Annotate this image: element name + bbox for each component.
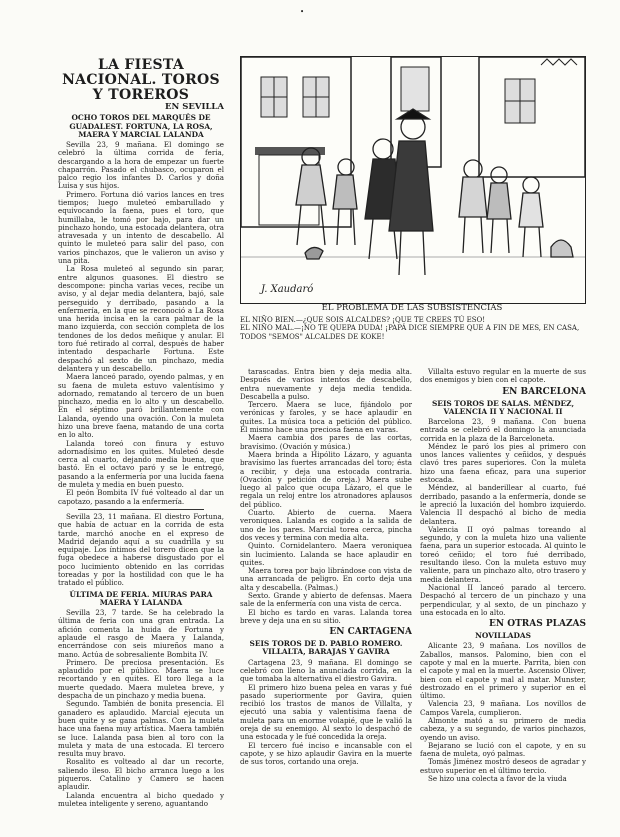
- paragraph: Cuarto. Abierto de cuerna. Maera veroniquea. Lalanda es cogido a la salida de uno de los pares. Marcial torea cerca, pincha dos veces y termina con media alta.: [240, 508, 412, 542]
- column-1: [58, 58, 224, 828]
- paragraph: Sexto. Grande y abierto de defensas. Maera sale de la enfermería con una vista de cerca.: [240, 591, 412, 609]
- paragraph: Maera torea por bajo librándose con vista de una arrancada de peligro. En corto deja una alta y descabella. (Palmas.): [240, 566, 412, 592]
- paragraph: El tercero fué inciso e incansable con el capote, y se hizo aplaudir Gavira en la muerte de sus toros, cortando una oreja.: [240, 740, 412, 767]
- paragraph: Valencia 23, 9 mañana. Los novillos de Campos Varela, cumplieron.: [420, 699, 586, 717]
- paragraph: Alicante 23, 9 mañana. Los novillos de Zaballos, mansos. Palomino, bien con el capote y mal en la muerte. Parrita, bien con el capote y mal en la muerte. Ascensio Oliver, bien con el capote y mal al matar. Munster, destrozado en el primero y superior en el último.: [420, 641, 586, 701]
- paragraph: Quinto. Cornidelantero. Maera veroniquea sin lucimiento. Lalanda se hace aplaudir en quites.: [240, 541, 412, 567]
- article-heading-guadalest: OCHO TOROS DEL MARQUÉS DE GUADALEST. FORTUNA, LA ROSA, MAERA Y MARCIAL LALANDA: [69, 113, 213, 139]
- paragraph: Almonte mató a su primero de media cabeza, y a su segundo, de varios pinchazos, oyendo un aviso.: [420, 716, 586, 742]
- section-barcelona: EN BARCELONA: [502, 386, 586, 397]
- paragraph: El bicho es tardo en varas. Lalanda torea breve y deja una en su sitio.: [240, 607, 412, 625]
- paragraph: Maera brinda a Hipólito Lázaro, y aguanta bravísimo las fuertes arrancadas del toro; ésta a recibir, y deja una estocada contraria. (Ovación y petición de oreja.) Maera sube luego al palco que ocupa Lázaro, el que le regala un reloj entre los atronadores aplausos del público.: [240, 449, 412, 509]
- article-heading-salas: SEIS TOROS DE SALAS. MÉNDEZ, VALENCIA II Y NACIONAL II: [431, 398, 575, 416]
- paragraph: Lalanda toreó con finura y estuvo adornadísimo en los quites. Muleteó desde cerca al cuarto, dejando media buena, que bastó. En el octavo paró y se le entregó, pasando a la enfermería por una lucida faena de muleta y media en buen puesto.: [58, 438, 224, 490]
- paragraph: Sevilla 23, 11 mañana. El diestro Fortuna, que había de actuar en la corrida de esta tarde, marchó anoche en el expreso de Madrid dejando aquí a su cuadrilla y su equipaje. Los íntimos del torero dicen que la fuga obedece a haberse disgustado por el poco lucimiento obtenido en las corridas toreadas y por la hostilidad con que le ha tratado el público.: [58, 511, 224, 588]
- paragraph: Méndez, al banderillear al cuarto, fué derribado, pasando a la enfermería, donde se le apreció la luxación del hombro izquierdo. Valencia II despachó al bicho de media delantera.: [420, 483, 586, 526]
- paragraph: Maera lanceó parado, oyendo palmas, y en su faena de muleta estuvo valentísimo y adornado, rematando al tercero de un buen pinchazo, media en lo alto y un descabello. En el séptimo paró brillantemente con Lalanda, oyendo una ovación. Con la muleta hizo una breve faena, matando de una corta en lo alto.: [58, 372, 224, 440]
- paragraph: Villalta estuvo regular en la muerte de sus dos enemigos y bien con el capote.: [420, 368, 586, 385]
- article-heading-romero: SEIS TOROS DE D. PABLO ROMERO. VILLALTA, BARAJAS Y GAVIRA: [249, 639, 403, 657]
- page-marker: •: [300, 8, 305, 16]
- paragraph: Nacional II lanceó parado al tercero. Despachó al tercero de un pinchazo y una perpendicular, y al sexto, de un pinchazo y una estocada en lo alto.: [420, 582, 586, 617]
- cartoon-illustration: [240, 56, 586, 304]
- paragraph: Sevilla 23, 9 mañana. El domingo se celebró la última corrida de feria, descargando a la hora de empezar un fuerte chaparrón. Pasado el chubasco, ocuparon el palco regio los infantes D. Carlos y doña Luisa y sus hijos.: [58, 139, 224, 191]
- section-sevilla: EN SEVILLA: [165, 102, 224, 112]
- paragraph: Barcelona 23, 9 mañana. Con buena entrada se celebró el domingo la anunciada corrida en la plaza de la Barceloneta.: [420, 417, 586, 443]
- paragraph: Tercero. Maera se luce, fijándolo por verónicas y faroles, y se hace aplaudir en quites. La música toca a petición del público. El mismo hace una preciosa faena en varas.: [240, 400, 412, 435]
- paragraph: Tomás Jiménez mostró deseos de agradar y estuvo superior en el último tercio.: [420, 757, 586, 775]
- artist-signature: J. Xaudaró: [261, 284, 314, 295]
- paragraph: El peón Bombita IV fué volteado al dar un capotazo, pasando a la enfermería.: [58, 488, 224, 506]
- caption-line-2: EL NIÑO MAL.—¡NO TE QUEPA DUDA! ¡PAPÁ DICE SIEMPRE QUE A FIN DE MES, EN CASA, TODOS "SEMOS" ALCALDES DE KOKE!: [240, 324, 580, 341]
- column-2: [240, 368, 412, 828]
- page-title: LA FIESTA NACIONAL. TOROS Y TOREROS: [62, 58, 220, 103]
- section-otras-plazas: EN OTRAS PLAZAS: [489, 619, 586, 630]
- paragraph: tarascadas. Entra bien y deja media alta. Después de varios intentos de descabello, entra nuevamente y deja media tendida. Descabella a pulso.: [240, 368, 412, 401]
- paragraph: Valencia II oyó palmas toreando al segundo, y con la muleta hizo una valiente faena, para un superior estocada. Al quinto le toreó ceñido; el toro fué derribado, resultando ileso. Con la muleta estuvo muy valiente, para un pinchazo alto, otro trasero y media delantera.: [420, 524, 586, 584]
- paragraph: Se hizo una colecta a favor de la viuda: [428, 774, 567, 784]
- column-3: [420, 368, 586, 828]
- paragraph: Primero. Fortuna dió varios lances en tres tiempos; luego muleteó embarullado y equivocando la faena, pues el toro, que humillaba, le tomó por bajo, para dar un pinchazo hondo, una estocada delantera, otra atravesada y un intento de descabello. Al quinto le muleteó para salir del paso, con varios pinchazos, que le valieron un aviso y una pita.: [58, 189, 224, 266]
- paragraph: Primero. De preciosa presentación. Es aplaudido por el público. Maera se luce recortando y en quites. El toro llega a la muerte quedado. Maera muletea breve, y despacha de un pinchazo y media buena.: [58, 657, 224, 701]
- paragraph: El primero hizo buena pelea en varas y fué pasado superiormente por Gavira, quien recibió los trastos de manos de Villalta, y ejecutó una sabia y valentísima faena de muleta para un enorme volapié, que le valió la oreja de su enemigo. Al sexto lo despachó de una estocada y le fué concedida la oreja.: [240, 682, 412, 742]
- cartoon-caption: [240, 304, 584, 341]
- paragraph: Sevilla 23, 7 tarde. Se ha celebrado la última de feria con una gran entrada. La afición comenta la huida de Fortuna y aplaude el rasgo de Maera y Lalanda, encerrándose con seis miureños mano a mano. Actúa de sobresaliente Bombita IV.: [58, 608, 224, 659]
- paragraph: Maera cambia dos pares de las cortas, bravísimo. (Ovación y música.): [240, 433, 412, 451]
- section-cartagena: EN CARTAGENA: [329, 627, 412, 638]
- cartoon-drawing: [241, 57, 585, 303]
- divider: [78, 509, 204, 510]
- paragraph: Segundo. También de bonita presencia. El ganadero es aplaudido. Marcial ejecuta un buen quite y se gana palmas. Con la muleta hace una faena muy artística. Maera también se luce. Lalanda pasa bien al toro con la muleta y mata de una estocada. El tercero resulta muy bravo.: [58, 699, 224, 759]
- paragraph: Méndez le paró los pies al primero con unos lances valientes y ceñidos, y después clavó tres pares superiores. Con la muleta hizo una faena eficaz, para una superior estocada.: [420, 441, 586, 485]
- paragraph: Cartagena 23, 9 mañana. El domingo se celebró con lleno la anunciada corrida, en la que tomaba la alternativa el diestro Gavira.: [240, 657, 412, 684]
- caption-line-1: EL NIÑO BIEN.—¿QUE SOIS ALCALDES? ¡QUE TE CREES TÚ ESO!: [240, 315, 486, 324]
- paragraph: Rosalito es volteado al dar un recorte, saliendo ileso. El bicho arranca luego a los piqueros. Catalino y Camero se hacen aplaudir.: [58, 757, 224, 792]
- caption-title: EL PROBLEMA DE LAS SUBSISTENCIAS: [321, 303, 503, 313]
- paragraph: La Rosa muleteó al segundo sin parar, entre algunos guasones. El diestro se descompone: pincha varias veces, recibe un aviso, y al dejar media delantera, bajó, sale perseguido y derribado, pasando a la enfermería, en la que se reconoció a La Rosa una herida incisa en la cara palmar de la mano izquierda, con sección completa de los tendones de los dedos meñique y anular. El toro fué retirado al corral, después de haber intentado despacharle Fortuna. Este despachó al sexto de un pinchazo, media delantera y un descabello.: [58, 264, 224, 373]
- article-heading-novilladas: NOVILLADAS: [475, 631, 531, 641]
- article-heading-miuras: ÚLTIMA DE FERIA. MIURAS PARA MAERA Y LALANDA: [69, 589, 213, 607]
- paragraph: Lalanda encuentra al bicho quedado y muletea inteligente y sereno, aguantando: [58, 790, 224, 808]
- paragraph: Bejarano se lució con el capote, y en su faena de muleta, oyó palmas.: [420, 740, 586, 759]
